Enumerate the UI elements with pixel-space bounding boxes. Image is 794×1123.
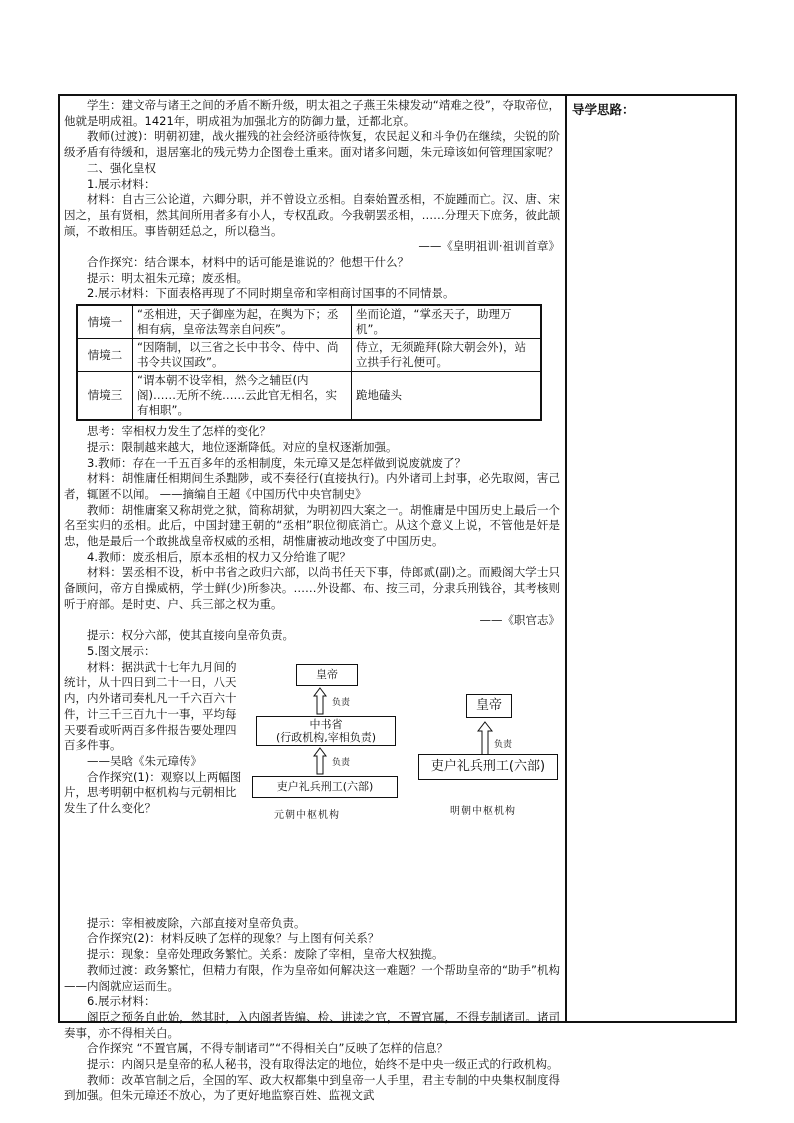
paragraph: 合作探究(2)：材料反映了怎样的现象？与上图有何关系？ [87,931,380,946]
row-label: 情境三 [77,372,133,421]
cell-text: “谓本朝不设宰相，然今之辅臣(内阁)……无所不统……云此官无相名，实有相职”。 [133,372,352,421]
paragraph: 材料：自古三公论道，六卿分职，并不曾设立丞相。自秦始置丞相，不旋踵而亡。汉、唐、宋因之，虽有贤相，然其间所用者多有小人，专权乱政。今我朝罢丞相，……分理天下庶务，彼此颉颃，不敢相压。事皆朝廷总之，所以稳当。 [64,192,560,238]
paragraph: 提示：权分六部，使其直接向皇帝负责。 [87,628,294,643]
ming-caption: 明朝中枢机构 [450,805,516,817]
box-line: 中书省 [309,717,343,731]
source-citation: ——《职官志》 [479,612,560,627]
comparison-table [76,304,542,421]
paragraph: 学生：建文帝与诸王之间的矛盾不断升级，明太祖之子燕王朱棣发动“靖难之役”，夺取帝位，他就是明成祖。1421年，明成祖为加强北方的防御力量，迁都北京。 [64,98,560,128]
row-label: 情境一 [77,305,133,339]
row-label: 情境二 [77,339,133,372]
paragraph: 提示：内阁只是皇帝的私人秘书，没有取得法定的地位，始终不是中央一级正式的行政机构。 [87,1057,559,1072]
paragraph: 教师过渡：政务繁忙，但精力有限，作为皇帝如何解决这一难题？一个帮助皇帝的“助手”机构——内阁就应运而生。 [64,962,560,993]
paragraph: 1.展示材料： [87,176,156,191]
paragraph: 合作探究(1)：观察以上两幅图片，思考明朝中枢机构与元朝相比发生了什么变化？ [64,769,242,816]
paragraph: 思考：宰相权力发生了怎样的变化？ [87,424,271,439]
paragraph: 6.展示材料： [87,994,156,1009]
cell-text: 侍立，无须跪拜(除大朝会外)，站立拱手行礼便可。 [352,339,542,372]
figure-text [64,660,244,817]
box-line: (行政机构,宰相负责) [275,730,377,744]
yuan-caption: 元朝中枢机构 [274,809,340,821]
yuan-six-ministries-box: 吏户礼兵刑工(六部) [252,776,398,798]
cell-text: “因隋制，以三省之长中书令、侍中、尚书令共议国政”。 [133,339,352,372]
paragraph: 教师(过渡)：明朝初建，战火摧残的社会经济亟待恢复，农民起义和斗争仍在继续，尖锐的阶级矛盾有待缓和，退居塞北的残元势力企图卷土重来。面对诸多问题，朱元璋该如何管理国家呢？ [64,129,560,160]
paragraph: 材料：罢丞相不设，析中书省之政归六部，以尚书任天下事，侍郎贰(副)之。而殿阁大学士只备顾问，帝方自操威柄，学士鲜(少)所参决。……外设都、布、按三司，分隶兵刑钱谷，其考核则听于府部。是时吏、户、兵三部之权为重。 [64,565,560,611]
yuan-emperor-box: 皇帝 [296,664,358,686]
paragraph: 3.教师：存在一千五百多年的丞相制度，朱元璋又是怎样做到说废就废了？ [87,455,466,470]
ming-six-ministries-box: 吏户礼兵刑工(六部) [418,754,558,780]
paragraph: 合作探究 “不置官属，不得专制诸司”“不得相关白”反映了怎样的信息？ [87,1041,448,1056]
arrow-label: 负责 [332,697,351,708]
paragraph: 材料：据洪武十七年九月间的统计，从十四日到二十一日，八天内，内外诸司奏札凡一千六百六十件，计三千三百九十一事，平均每天要看或听两百多件报告要处理四百多件事。 [64,659,237,753]
paragraph: 5.图文展示： [87,643,156,658]
cell-text: 坐而论道，“掌丞天子，助理万机”。 [352,305,542,339]
ming-emperor-box: 皇帝 [466,694,512,718]
guide-heading: 导学思路： [572,102,635,117]
arrow-label: 负责 [494,739,513,750]
paragraph: 材料：胡惟庸任相期间生杀黜陟，或不奏径行(直接执行)。内外诸司上封事，必先取阅，害己者，辄匿不以闻。 ——摘编自王超《中国历代中央官制史》 [64,471,560,501]
arrow-label: 负责 [332,757,351,768]
section-heading: 二、强化皇权 [87,160,156,175]
lesson-content [64,98,560,1104]
column-divider [565,94,567,1023]
paragraph: 2.展示材料：下面表格再现了不同时期皇帝和宰相商讨国事的不同情景。 [87,286,455,301]
paragraph: 提示：限制越来越大，地位逐渐降低。对应的皇权逐渐加强。 [87,439,398,454]
paragraph: 提示：明太祖朱元璋；废丞相。 [87,270,248,285]
table-row [77,372,541,421]
table-row [77,339,541,372]
cell-text: 跪地磕头 [352,372,542,421]
figure-section [64,660,560,970]
source-citation: ——《皇明祖训·祖训首章》 [418,239,560,254]
source-citation: ——吴晗《朱元璋传》 [87,753,202,768]
paragraph: 4.教师：废丞相后，原本丞相的权力又分给谁了呢？ [87,549,351,564]
table-row [77,305,541,339]
cell-text: “丞相进，天子御座为起，在舆为下；丞相有病，皇帝法驾亲自问疾”。 [133,305,352,339]
paragraph: 教师：改革官制之后，全国的军、政大权都集中到皇帝一人手里，君主专制的中央集权制度得到加强。但朱元璋还不放心，为了更好地监察百姓、监视文武 [64,1072,560,1103]
paragraph: 合作探究：结合课本，材料中的话可能是谁说的？他想干什么？ [87,255,409,270]
paragraph: 提示：宰相被废除，六部直接对皇帝负责。 [87,915,306,930]
paragraph: 教师：胡惟庸案又称胡党之狱，简称胡狱，为明初四大案之一。胡惟庸是中国历史上最后一个名至实归的丞相。此后，中国封建王朝的“丞相”职位彻底消亡。从这个意义上说，不管他是奸是忠，他是最后一个敢挑战皇帝权威的丞相，胡惟庸被动地改变了中国历史。 [64,502,560,549]
paragraph: 阁臣之预务自此始，然其时，入内阁者皆编、检、讲读之官，不置官属，不得专制诸司。诸司奏事，亦不得相关白。 [64,1009,560,1040]
paragraph: 提示：现象：皇帝处理政务繁忙。关系：废除了宰相，皇帝大权独揽。 [87,947,444,962]
yuan-secretariat-box [256,716,396,746]
